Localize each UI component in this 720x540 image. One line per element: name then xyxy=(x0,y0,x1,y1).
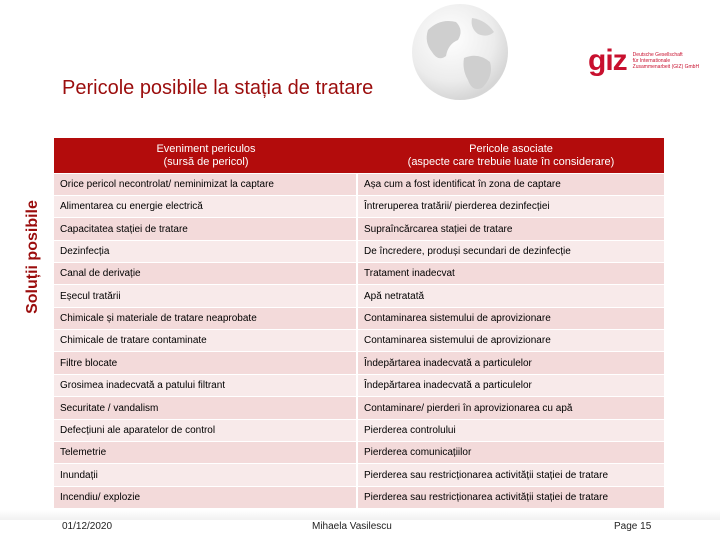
giz-logo-mark: giz xyxy=(588,44,627,77)
giz-logo-line: für Internationale xyxy=(632,58,671,64)
footer xyxy=(0,517,720,540)
cell-hazardous-event: Filtre blocate xyxy=(54,352,358,374)
cell-associated-hazard: Supraîncărcarea stației de tratare xyxy=(364,223,513,235)
giz-logo-line: Zusammenarbeit (GIZ) GmbH xyxy=(632,64,700,70)
giz-logo-text xyxy=(633,52,703,70)
table-row xyxy=(54,240,664,262)
cell-associated-hazard: De încredere, produși secundari de dezinfecție xyxy=(364,246,571,257)
header-col1-title: Eveniment periculos xyxy=(156,142,256,155)
cell-hazardous-event: Grosimea inadecvată a patului filtrant xyxy=(54,375,358,396)
cell-associated-hazard: Contaminare/ pierderi în aprovizionarea cu apă xyxy=(364,402,573,414)
header-col1-subtitle: (sursă de pericol) xyxy=(163,155,249,168)
cell-hazardous-event: Eșecul tratării xyxy=(54,285,358,307)
table-row xyxy=(54,374,664,396)
hazards-table xyxy=(54,138,664,508)
table-row xyxy=(54,284,664,307)
giz-logo-line: Deutsche Gesellschaft xyxy=(632,52,683,58)
table-row xyxy=(54,463,664,486)
table-header xyxy=(54,138,664,173)
header-col2-title: Pericole asociate xyxy=(469,142,553,155)
cell-hazardous-event: Chimicale și materiale de tratare neaprobate xyxy=(54,308,358,329)
table-row xyxy=(54,329,664,351)
table-row xyxy=(54,419,664,441)
table-row xyxy=(54,307,664,329)
table-body xyxy=(54,173,664,508)
table-row xyxy=(54,217,664,240)
cell-associated-hazard: Pierderea controlului xyxy=(364,425,456,436)
cell-associated-hazard: Apă netratată xyxy=(364,290,425,302)
cell-hazardous-event: Inundații xyxy=(54,464,358,486)
table-row xyxy=(54,441,664,463)
table-row xyxy=(54,173,664,195)
cell-associated-hazard: Îndepărtarea inadecvată a particulelor xyxy=(364,357,532,369)
cell-associated-hazard: Îndepărtarea inadecvată a particulelor xyxy=(364,380,532,391)
cell-hazardous-event: Chimicale de tratare contaminate xyxy=(54,330,358,351)
cell-hazardous-event: Incendiu/ explozie xyxy=(54,487,358,508)
cell-hazardous-event: Telemetrie xyxy=(54,442,358,463)
footer-author: Mihaela Vasilescu xyxy=(312,521,392,532)
cell-associated-hazard: Întreruperea tratării/ pierderea dezinfecției xyxy=(364,201,550,212)
cell-associated-hazard: Contaminarea sistemului de aprovizionare xyxy=(364,313,551,324)
globe-graphic xyxy=(398,0,518,110)
cell-hazardous-event: Dezinfecția xyxy=(54,241,358,262)
footer-page-number: Page 15 xyxy=(614,521,652,532)
cell-associated-hazard: Tratament inadecvat xyxy=(364,268,455,279)
header-col2-subtitle: (aspecte care trebuie luate în considerare) xyxy=(407,155,615,168)
table-row xyxy=(54,396,664,419)
header-col-associated-hazards xyxy=(358,138,664,173)
table-row xyxy=(54,351,664,374)
table-row xyxy=(54,486,664,508)
giz-logo xyxy=(588,46,703,76)
cell-hazardous-event: Defecțiuni ale aparatelor de control xyxy=(54,420,358,441)
cell-hazardous-event: Alimentarea cu energie electrică xyxy=(54,196,358,217)
cell-associated-hazard: Așa cum a fost identificat în zona de captare xyxy=(364,179,561,190)
cell-associated-hazard: Contaminarea sistemului de aprovizionare xyxy=(364,335,551,346)
table-row xyxy=(54,195,664,217)
cell-associated-hazard: Pierderea sau restricționarea activității stației de tratare xyxy=(364,492,609,503)
cell-hazardous-event: Orice pericol necontrolat/ neminimizat la captare xyxy=(54,174,358,195)
cell-hazardous-event: Capacitatea stației de tratare xyxy=(54,218,358,240)
cell-associated-hazard: Pierderea comunicațiilor xyxy=(364,447,472,458)
side-label: Soluții posibile xyxy=(24,200,41,314)
cell-hazardous-event: Securitate / vandalism xyxy=(54,397,358,419)
header-col-hazardous-event xyxy=(54,138,358,173)
footer-date: 01/12/2020 xyxy=(62,521,113,532)
slide-title: Pericole posibile la stația de tratare xyxy=(62,77,374,99)
cell-hazardous-event: Canal de derivație xyxy=(54,263,358,284)
table-row xyxy=(54,262,664,284)
cell-associated-hazard: Pierderea sau restricționarea activității stației de tratare xyxy=(364,469,609,481)
